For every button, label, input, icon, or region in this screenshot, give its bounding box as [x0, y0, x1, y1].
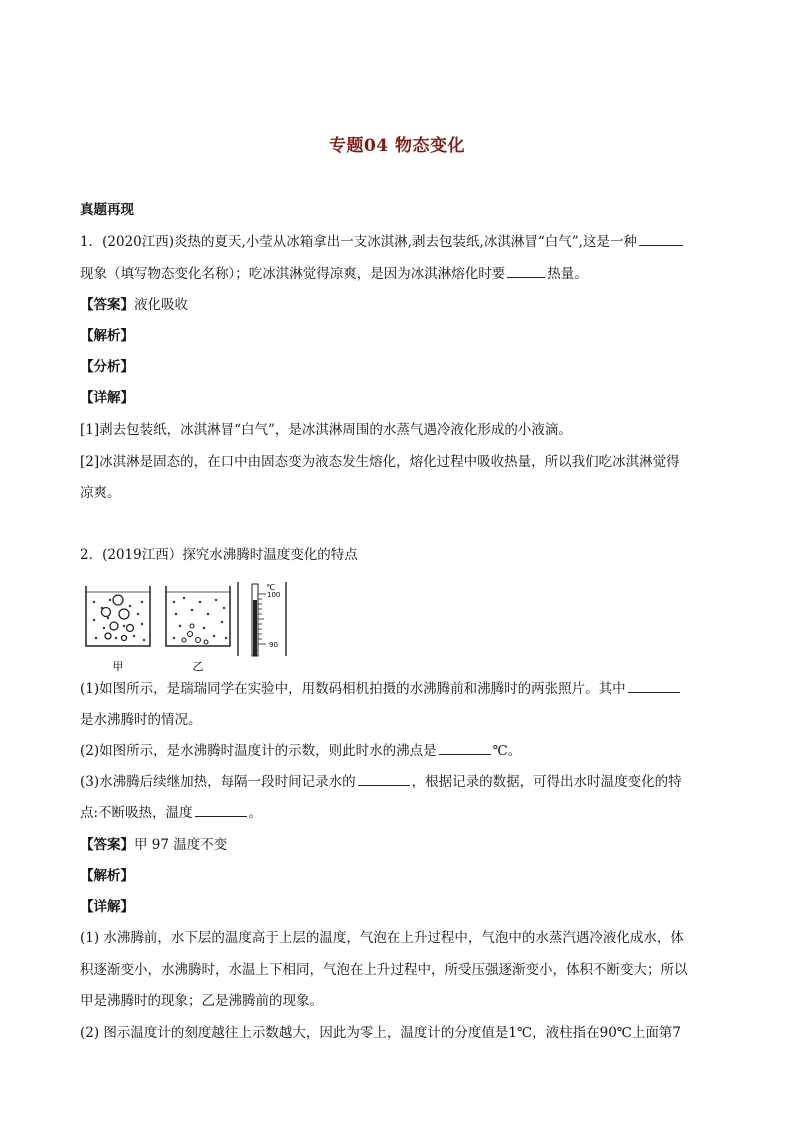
q1-detail-label: 【详解】: [80, 390, 134, 406]
q2-p3-text-4: 。: [248, 805, 263, 821]
beaker-yi: [166, 586, 230, 646]
q2-stem: 2．(2019江西）探究水沸腾时温度变化的特点: [80, 547, 358, 563]
beaker-jia: [86, 586, 150, 646]
beakers-thermometer-figure: [80, 580, 290, 680]
thermometer-unit: ℃: [266, 583, 275, 592]
q1-blank-2[interactable]: [507, 265, 545, 278]
q2-p2: [80, 742, 720, 760]
q1-detail-2: [2]冰淇淋是固态的，在口中由固态变为液态发生熔化，熔化过程中吸收热量，所以我们吃冰淇淋觉得: [80, 454, 680, 470]
q1-detail-3: 凉爽。: [80, 485, 121, 501]
q1-detail-1: [1]剥去包装纸，冰淇淋冒“白气”，是冰淇淋周围的水蒸气遇冷液化形成的小液滴。: [80, 422, 572, 438]
q1-answer-text: 液化吸收: [134, 297, 188, 313]
q1-stem-text-3: 热量。: [547, 266, 588, 282]
q2-p3-line2: [80, 804, 720, 822]
q2-detail-2: 积逐渐变小，水沸腾时，水温上下相同，气泡在上升过程中，所受压强逐渐变小，体积不断变大；所以: [80, 962, 688, 978]
q1-analysis-label: 【解析】: [80, 328, 134, 344]
q1-answer-label: 【答案】: [80, 297, 134, 313]
thermometer-tick-100: 100: [267, 591, 281, 599]
q1-fenxi-label: 【分析】: [80, 359, 134, 375]
page-title: 专题04 物态变化: [328, 136, 466, 156]
q2-detail-3: 甲是沸腾时的现象；乙是沸腾前的现象。: [80, 993, 323, 1009]
q2-answer-label: 【答案】: [80, 837, 134, 853]
q2-p3-text-3: 点:不断吸热，温度: [80, 805, 193, 821]
q1-stem-line1: [80, 233, 720, 251]
q2-answer: [80, 836, 720, 854]
q2-blank-4[interactable]: [195, 804, 247, 817]
q2-analysis-label: 【解析】: [80, 868, 134, 884]
thermometer-tick-90: 90: [269, 641, 278, 649]
q2-answer-text: 甲 97 温度不变: [134, 837, 228, 853]
q1-answer: [80, 296, 720, 314]
q2-p2-unit: ℃。: [492, 743, 522, 759]
q1-stem-text-2: 现象（填写物态变化名称）；吃冰淇淋觉得凉爽，是因为冰淇淋熔化时要: [80, 266, 506, 282]
q2-blank-1[interactable]: [628, 680, 680, 693]
q2-p3-text: (3)水沸腾后续继加热，每隔一段时间记录水的: [80, 774, 356, 790]
q2-p3-text-2: ，根据记录的数据，可得出水时温度变化的特: [411, 774, 682, 790]
q2-detail-label: 【详解】: [80, 899, 134, 915]
q2-p1-line2: 是水沸腾时的情况。: [80, 712, 202, 728]
fig-label-jia: 甲: [112, 660, 124, 673]
q1-stem-text: 1．(2020江西)炎热的夏天,小莹从冰箱拿出一支冰淇淋,剥去包装纸,冰淇淋冒“白气”,这是一种: [80, 234, 637, 250]
fig-label-yi: 乙: [192, 660, 204, 673]
q2-blank-3[interactable]: [358, 773, 410, 786]
q2-p1-text: (1)如图所示，是瑞瑞同学在实验中，用数码相机拍摄的水沸腾前和沸腾时的两张照片。其中: [80, 681, 626, 697]
q2-detail-4: (2) 图示温度计的刻度越往上示数越大，因此为零上，温度计的分度值是1℃，液柱指在90℃上面第7: [80, 1025, 681, 1041]
q2-p2-text: (2)如图所示，是水沸腾时温度计的示数，则此时水的沸点是: [80, 743, 437, 759]
q2-detail-1: (1) 水沸腾前，水下层的温度高于上层的温度，气泡在上升过程中，气泡中的水蒸汽遇冷液化成水，体: [80, 930, 684, 946]
q2-figure: [80, 580, 290, 680]
q2-blank-2[interactable]: [439, 742, 491, 755]
q1-stem-line2: [80, 265, 720, 283]
q2-p1-line1: [80, 680, 720, 698]
q2-p3-line1: [80, 773, 720, 791]
q1-blank-1[interactable]: [639, 233, 683, 246]
section-heading: 真题再现: [80, 202, 134, 218]
